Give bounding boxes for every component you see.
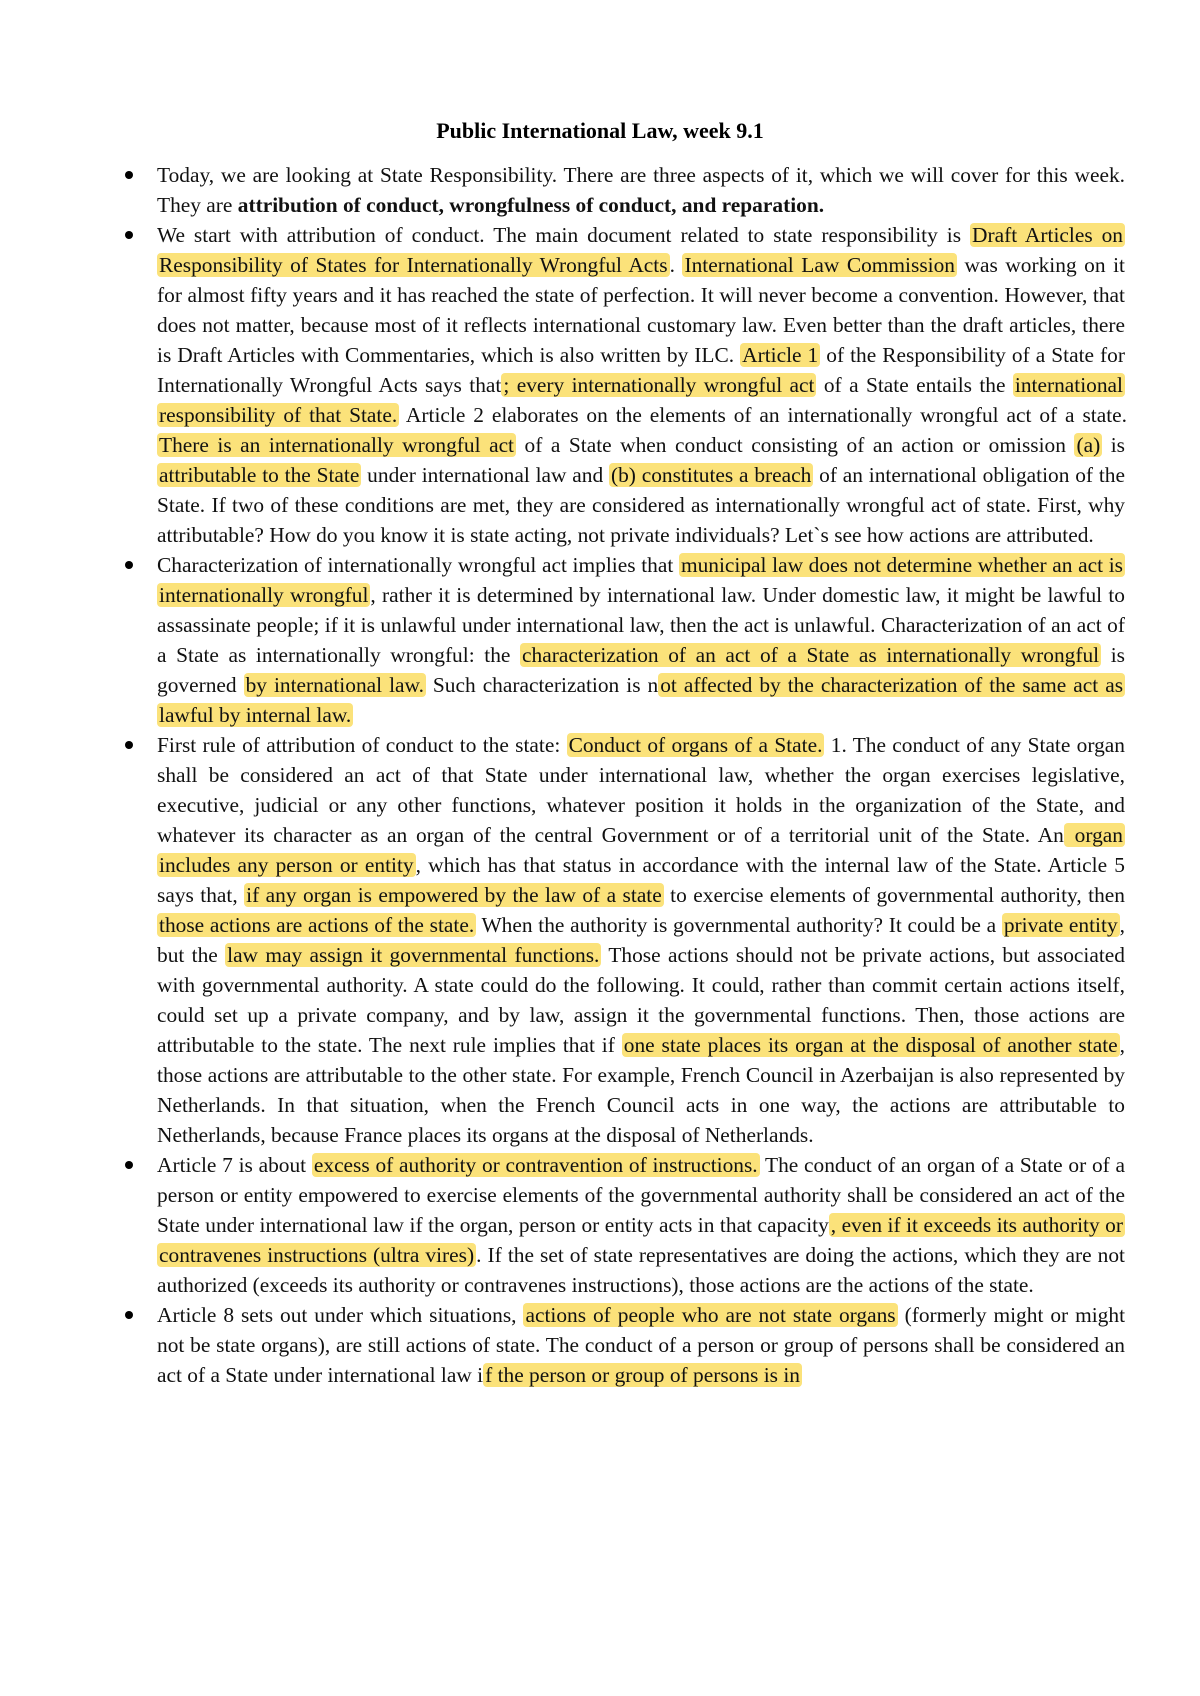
bullet-item (157, 220, 1128, 550)
body-text: of an international obligation of the State. If two of these conditions are met, they are considered as internationally wrongful act of state. First, why attributable? How do you know it is state acting, not private individuals? Let`s see how actions are attributed. (157, 463, 1125, 547)
highlighted-text: , even if it exceeds its authority or contravenes instructions (ultra vires) (159, 1213, 1123, 1267)
highlighted-text: Conduct of organs of a State. (568, 733, 823, 757)
highlighted-text: excess of authority or contravention of instructions. (313, 1153, 758, 1177)
highlighted-text: law may assign it governmental functions. (227, 943, 600, 967)
highlighted-text: characterization of an act of a State as internationally wrongful (522, 643, 1100, 667)
body-text: Those actions should not be private actions, but associated with governmental authority. A state could do the following. It could, rather than commit certain actions itself, could set up a private company, and by law, assign it the governmental functions. Then, those actions are attributable to the state. The next rule implies that if (157, 943, 1125, 1057)
body-text: to exercise elements of governmental authority, then (663, 883, 1125, 907)
highlighted-text: Article 1 (742, 343, 819, 367)
highlighted-text: actions of people who are not state organs (525, 1303, 896, 1327)
bullet-dot-icon (125, 1161, 133, 1169)
body-text: is governed (157, 643, 1125, 697)
bullet-dot-icon (125, 741, 133, 749)
body-text: , rather it is determined by international law. Under domestic law, it might be lawful to assassinate people; if it is unlawful under international law, then the act is unlawful. Characterization of an act of a State as internationally wrongful: the (157, 583, 1125, 667)
highlighted-text: municipal law does not determine whether an act is internationally wrongful (159, 553, 1123, 607)
highlighted-text: if any organ is empowered by the law of a state (246, 883, 662, 907)
body-text: of a State when conduct consisting of an action or omission (516, 433, 1075, 457)
body-text: of the Responsibility of a State for Internationally Wrongful Acts says that (157, 343, 1125, 397)
highlighted-text: one state places its organ at the disposal of another state (623, 1033, 1118, 1057)
body-text: , but the (157, 913, 1125, 967)
highlighted-text: f the person or group of persons is in (485, 1363, 800, 1387)
bullet-dot-icon (125, 1311, 133, 1319)
bullet-item (157, 550, 1125, 730)
bullet-dot-icon (125, 171, 133, 179)
body-text: 1. The conduct of any State organ shall be considered an act of that State under international law, whether the organ exercises legislative, executive, judicial or any other functions, whatever position it holds in the organization of the State, and whatever its character as an organ of the central Government or of a territorial unit of the State. An (157, 733, 1125, 847)
body-text: First rule of attribution of conduct to the state: (157, 733, 567, 757)
highlighted-text: by international law. (245, 673, 424, 697)
body-text: . (669, 253, 683, 277)
highlighted-text: those actions are actions of the state. (159, 913, 475, 937)
body-text: is (1102, 433, 1125, 457)
body-text: , which has that status in accordance with the internal law of the State. Article 5 says that, (157, 853, 1125, 907)
body-text: was working on it for almost fifty years and it has reached the state of perfection. It will never become a convention. However, that does not matter, because most of it reflects international customary law. Even better than the draft articles, there is Draft Articles with Commentaries, which is also written by ILC. (157, 253, 1125, 367)
body-text: Article 8 sets out under which situations, (157, 1303, 524, 1327)
body-text: under international law and (361, 463, 609, 487)
highlighted-text: Draft Articles on Responsibility of States for Internationally Wrongful Acts (159, 223, 1123, 277)
body-text: The conduct of an organ of a State or of a person or entity empowered to exercise elements of the governmental authority shall be considered an act of the State under international law if the organ, person or entity acts in that capacity (157, 1153, 1126, 1237)
highlighted-text: International Law Commission (684, 253, 955, 277)
body-text: Characterization of internationally wrongful act implies that (157, 553, 679, 577)
highlighted-text: private entity (1003, 913, 1118, 937)
highlighted-text: (a) (1076, 433, 1101, 457)
body-text: We start with attribution of conduct. The main document related to state responsibility is (157, 223, 971, 247)
body-text: Such characterization is n (425, 673, 659, 697)
bullet-item (157, 730, 1125, 1150)
body-text: , those actions are attributable to the other state. For example, French Council in Azerbaijan is also represented by Netherlands. In that situation, when the French Council acts in one way, the actions are attributable to Netherlands, because France places its organs at the disposal of Netherlands. (157, 1033, 1125, 1147)
bold-text: attribution of conduct, wrongfulness of conduct, and reparation. (237, 193, 825, 217)
body-text: (formerly might or might not be state organs), are still actions of state. The conduct of a person or group of persons shall be considered an act of a State under international law i (157, 1303, 1126, 1387)
highlighted-text: attributable to the State (159, 463, 360, 487)
highlighted-text: ; every internationally wrongful act (503, 373, 815, 397)
highlighted-text: There is an internationally wrongful act (159, 433, 515, 457)
body-text: . If the set of state representatives are doing the actions, which they are not authorized (exceeds its authority or contravenes instructions), those actions are the actions of the state. (157, 1243, 1126, 1297)
bullet-item (157, 1150, 1125, 1300)
body-text: When the authority is governmental authority? It could be a (476, 913, 1002, 937)
body-text: Article 2 elaborates on the elements of an internationally wrongful act of a state. (399, 403, 1128, 427)
bullet-dot-icon (125, 231, 133, 239)
body-text: Article 7 is about (157, 1153, 312, 1177)
highlighted-text: (b) constitutes a breach (610, 463, 812, 487)
highlighted-text: international responsibility of that State. (159, 373, 1123, 427)
body-text: Today, we are looking at State Responsibility. There are three aspects of it, which we will cover for this week. They are (157, 163, 1125, 217)
bullet-dot-icon (125, 561, 133, 569)
highlighted-text: organ includes any person or entity (159, 823, 1123, 877)
bullet-list (157, 160, 1128, 1390)
bullet-item (157, 1300, 1125, 1390)
page-title: Public International Law, week 9.1 (436, 118, 764, 143)
bullet-item (157, 160, 1125, 220)
highlighted-text: ot affected by the characterization of the same act as lawful by internal law. (159, 673, 1124, 727)
body-text: of a State entails the (816, 373, 1013, 397)
